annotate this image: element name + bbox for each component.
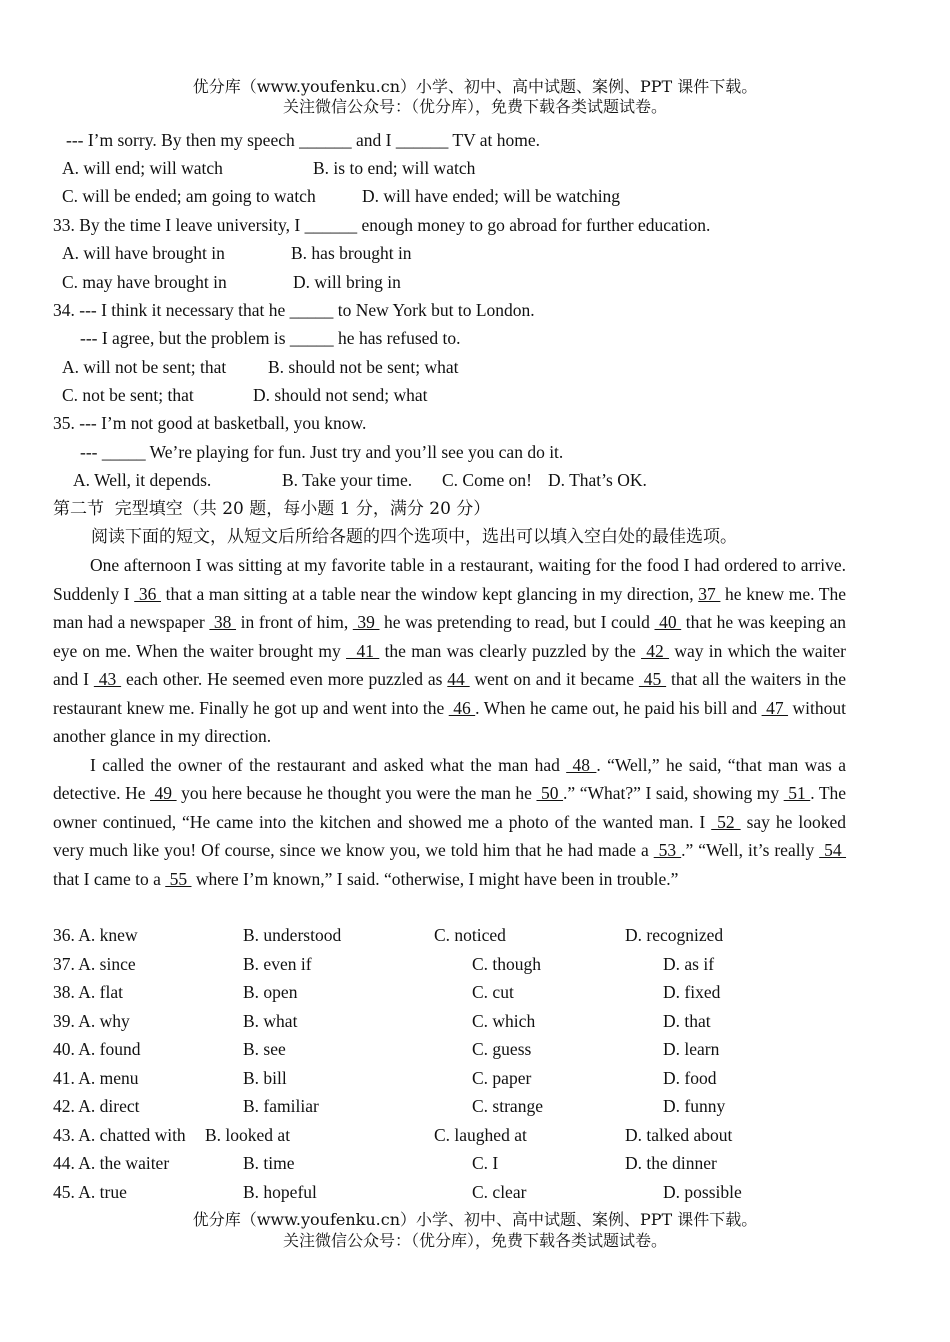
blank-50: 50 [536, 783, 564, 803]
q32-option-b: B. is to end; will watch [313, 158, 476, 178]
q33-option-a: A. will have brought in [62, 243, 225, 263]
q33-option-d: D. will bring in [293, 272, 401, 292]
q34-stem-2: --- I agree, but the problem is _____ he has refused to. [80, 328, 461, 348]
blank-49: 49 [150, 783, 177, 803]
q34-stem-1: 34. --- I think it necessary that he _____ to New York but to London. [53, 300, 535, 320]
blank-55: 55 [165, 868, 192, 889]
q33-option-b: B. has brought in [291, 243, 412, 263]
blank-53: 53 [653, 840, 682, 860]
q35-option-c: C. Come on! [442, 470, 532, 490]
option-row-36: 36. A. knew B. understood C. noticed D. recognized [53, 925, 724, 945]
footer-line-2: 关注微信公众号：（优分库），免费下载各类试题试卷。 [282, 1231, 667, 1250]
option-row-44: 44. A. the waiter B. time C. I D. the dinner [53, 1153, 717, 1173]
passage-paragraph-2: I called the owner of the restaurant and asked what the man had 48 . “Well,” he said, “that man was a detective. He 49 you here because he thought you were the man he 50 .” “What?” I said, showing my 51 . The owner continued, “He came into the kitchen and showed me a photo of the wanted man. I 52 say he looked very much like you! Of course, since we know you, we told him that he had made a 53 .” “Well, it’s really 54 that I came to a 55 where I’m known,” I said. “otherwise, I might have been in trouble.” [53, 754, 847, 889]
section-instruction: 阅读下面的短文，从短文后所给各题的四个选项中，选出可以填入空白处的最佳选项。 [91, 527, 737, 547]
blank-47: 47 [761, 697, 789, 718]
q34-option-c: C. not be sent; that [62, 385, 194, 405]
blank-44: 44 [447, 669, 470, 689]
blank-51: 51 [783, 783, 811, 803]
q32-option-c: C. will be ended; am going to watch [62, 186, 316, 206]
blank-40: 40 [654, 612, 682, 632]
q35-option-a: A. Well, it depends. [73, 470, 212, 490]
q34-option-b: B. should not be sent; what [268, 357, 459, 377]
option-row-40: 40. A. found B. see C. guess D. learn [53, 1039, 720, 1059]
blank-52: 52 [711, 811, 741, 832]
header-line-2: 关注微信公众号：（优分库），免费下载各类试题试卷。 [282, 97, 667, 116]
q32-stem: --- I’m sorry. By then my speech ______ and I ______ TV at home. [66, 130, 541, 150]
section-title: 第二节 完型填空（共 20 题，每小题 1 分，满分 20 分） [53, 499, 491, 519]
option-row-42: 42. A. direct B. familiar C. strange D. funny [53, 1096, 726, 1116]
option-row-45: 45. A. true B. hopeful C. clear D. possible [53, 1181, 742, 1202]
q32-option-d: D. will have ended; will be watching [362, 186, 621, 206]
q35-stem-2: --- _____ We’re playing for fun. Just try and you’ll see you can do it. [80, 442, 564, 462]
option-row-38: 38. A. flat B. open C. cut D. fixed [53, 982, 721, 1002]
header-line-1: 优分库（www.youfenku.cn）小学、初中、高中试题、案例、PPT 课件下载。 [192, 77, 758, 96]
blank-37: 37 [698, 583, 721, 604]
option-row-43: 43. A. chatted with B. looked at C. laughed at D. talked about [53, 1124, 733, 1145]
blank-54: 54 [819, 840, 847, 860]
blank-38: 38 [209, 612, 237, 632]
q34-option-d: D. should not send; what [253, 385, 428, 405]
blank-39: 39 [352, 612, 380, 632]
q35-option-d: D. That’s OK. [548, 470, 647, 490]
blank-48: 48 [566, 754, 597, 775]
q34-option-a: A. will not be sent; that [62, 357, 227, 377]
passage-paragraph-1: One afternoon I was sitting at my favorite table in a restaurant, waiting for the food I had ordered to arrive. Suddenly I 36 that a man sitting at a table near the window kept glancing in my direction, 37 he knew me. The man had a newspaper 38 in front of him, 39 he was pretending to read, but I could 40 that he was keeping an eye on me. When the waiter brought my 41 the man was clearly puzzled by the 42 way in which the waiter and I 43 each other. He seemed even more puzzled as 44 went on and it became 45 that all the waiters in the restaurant knew me. Finally he got up and went into the 46 . When he came out, he paid his bill and 47 without another glance in my direction. [53, 555, 847, 746]
footer-line-1: 优分库（www.youfenku.cn）小学、初中、高中试题、案例、PPT 课件下载。 [192, 1210, 758, 1229]
option-row-37: 37. A. since B. even if C. though D. as if [53, 953, 715, 974]
q33-option-c: C. may have brought in [62, 272, 227, 292]
blank-46: 46 [448, 697, 476, 718]
option-row-39: 39. A. why B. what C. which D. that [53, 1010, 711, 1031]
q32-option-a: A. will end; will watch [62, 158, 223, 178]
blank-42: 42 [641, 640, 670, 661]
q33-stem: 33. By the time I leave university, I ______ enough money to go abroad for further education. [53, 215, 711, 235]
blank-45: 45 [638, 669, 667, 689]
cloze-options [53, 924, 853, 1209]
blank-43: 43 [93, 669, 122, 689]
q35-stem-1: 35. --- I’m not good at basketball, you know. [53, 413, 367, 433]
cloze-passage [53, 551, 846, 893]
q35-option-b: B. Take your time. [282, 470, 413, 490]
blank-36: 36 [134, 583, 161, 604]
blank-41: 41 [346, 640, 380, 661]
option-row-41: 41. A. menu B. bill C. paper D. food [53, 1067, 717, 1088]
